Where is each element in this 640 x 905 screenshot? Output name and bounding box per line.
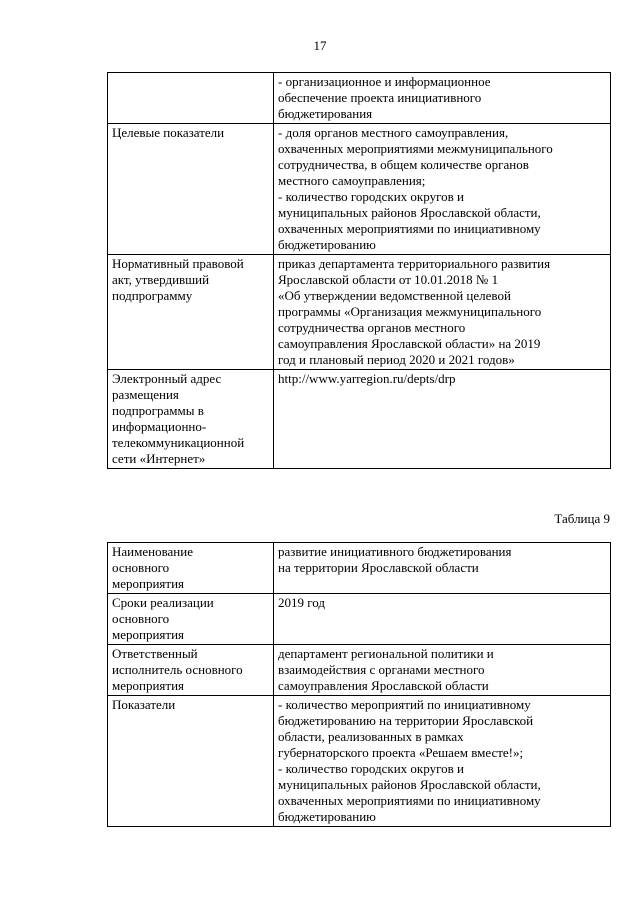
row-label: Показатели xyxy=(108,696,274,827)
subprogram-passport-table xyxy=(107,72,611,469)
table-row xyxy=(108,255,611,370)
table-row xyxy=(108,543,611,594)
row-label xyxy=(108,73,274,124)
row-label: Нормативный правовой акт, утвердивший подпрограмму xyxy=(108,255,274,370)
row-label: Целевые показатели xyxy=(108,124,274,255)
main-activity-table xyxy=(107,542,611,827)
row-value: приказ департамента территориального развития Ярославской области от 10.01.2018 № 1 «Об утверждении ведомственной целевой программы «Организация межмуниципального сотрудничества органов местного самоуправления Ярославской области» на 2019 год и плановый период 2020 и 2021 годов» xyxy=(274,255,611,370)
row-label: Наименование основного мероприятия xyxy=(108,543,274,594)
table-row xyxy=(108,73,611,124)
table-row xyxy=(108,370,611,469)
table-row xyxy=(108,124,611,255)
row-label: Сроки реализации основного мероприятия xyxy=(108,594,274,645)
row-value: развитие инициативного бюджетирования на территории Ярославской области xyxy=(274,543,611,594)
row-value: - организационное и информационное обеспечение проекта инициативного бюджетирования xyxy=(274,73,611,124)
row-label: Электронный адрес размещения подпрограммы в информационно- телекоммуникационной сети «Интернет» xyxy=(108,370,274,469)
page-number: 17 xyxy=(313,38,327,53)
table-row xyxy=(108,645,611,696)
row-value: 2019 год xyxy=(274,594,611,645)
row-value: http://www.yarregion.ru/depts/drp xyxy=(274,370,611,469)
row-label: Ответственный исполнитель основного мероприятия xyxy=(108,645,274,696)
row-value: департамент региональной политики и взаимодействия с органами местного самоуправления Ярославской области xyxy=(274,645,611,696)
table-caption: Таблица 9 xyxy=(554,511,610,526)
row-value: - доля органов местного самоуправления, охваченных мероприятиями межмуниципального сотрудничества, в общем количестве органов местного самоуправления; - количество городских округов и муниципальных районов Ярославской области, охваченных мероприятиями по инициативному бюджетированию xyxy=(274,124,611,255)
table-row xyxy=(108,594,611,645)
row-value: - количество мероприятий по инициативному бюджетированию на территории Ярославской области, реализованных в рамках губернаторского проекта «Решаем вместе!»; - количество городских округов и муниципальных районов Ярославской области, охваченных мероприятиями по инициативному бюджетированию xyxy=(274,696,611,827)
table-row xyxy=(108,696,611,827)
